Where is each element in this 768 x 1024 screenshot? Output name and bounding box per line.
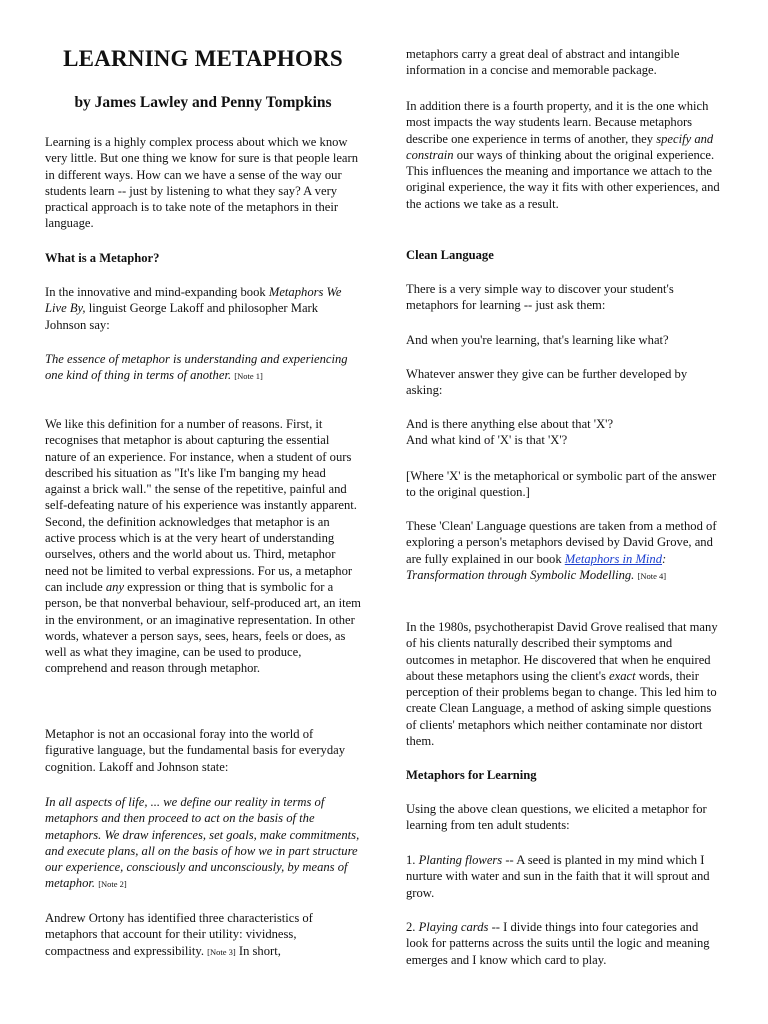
where-x-paragraph: [Where 'X' is the metaphorical or symbolic part of the answer to the original question.] — [406, 469, 717, 500]
metaphors-package-paragraph: metaphors carry a great deal of abstract and intangible information in a concise and memorable package. — [406, 47, 680, 78]
elicited-paragraph: Using the above clean questions, we elicited a metaphor for learning from ten adult students: — [406, 802, 707, 833]
quote-essence: The essence of metaphor is understanding and experiencing one kind of thing in terms of another. [Note 1] — [45, 352, 348, 383]
heading-metaphors-for-learning: Metaphors for Learning — [406, 768, 537, 782]
question-learning-like: And when you're learning, that's learning like what? — [406, 333, 669, 347]
heading-clean-language: Clean Language — [406, 248, 494, 262]
page-title: LEARNING METAPHORS — [63, 46, 343, 71]
note-2: [Note 2] — [98, 879, 127, 890]
question-what-kind: And what kind of 'X' is that 'X'? — [406, 433, 568, 447]
intro-paragraph: Learning is a highly complex process about which we know very little. But one thing we know for sure is that people learn in different ways. How can we have a sense of the way our students learn -- just by listening to what they say? A very practical approach is to take note of the metaphors in their language. — [45, 135, 359, 231]
book-title: Metaphors We Live By, — [45, 285, 342, 316]
fourth-property-paragraph: In addition there is a fourth property, and it is the one which most impacts the way students learn. Because metaphors describe one experience in terms of another, they specify and constrain our ways of thinking about the original experience. This influences the meaning and importance we attach to the original experience, the way it fits with other experiences, and the actions we take as a result. — [406, 99, 720, 211]
note-3: [Note 3] — [207, 946, 236, 957]
note-1: [Note 1] — [234, 371, 263, 382]
cognition-paragraph: Metaphor is not an occasional foray into the world of figurative language, but the fundamental basis for everyday cognition. Lakoff and Johnson state: — [45, 727, 346, 774]
metaphors-in-mind-link[interactable]: Metaphors in Mind — [564, 551, 663, 566]
heading-what-is-metaphor: What is a Metaphor? — [45, 251, 160, 265]
further-developed-paragraph: Whatever answer they give can be further developed by asking: — [406, 367, 688, 398]
note-4: [Note 4] — [637, 570, 667, 581]
david-grove-paragraph: In the 1980s, psychotherapist David Grove realised that many of his clients naturally described their symptoms and outcomes in metaphor. He discovered that when he enquired about these metaphors using the client's exact words, their perception of their problems began to change. This led him to create Clean Language, a method of asking simple questions of clients' metaphors which neither contaminate nor distort them. — [406, 620, 718, 749]
quote-life: In all aspects of life, ... we define our reality in terms of metaphors and then proceed to act on the basis of the metaphors. We draw inferences, set goals, make commitments, and execute plans, all on the basis of how we in part structure our experience, consciously and unconsciously, by means of metaphor. [Note 2] — [45, 795, 360, 891]
definition-paragraph: We like this definition for a number of reasons. First, it recognises that metaphor is about capturing the essential nature of an experience. For instance, when a student of ours described his situation as "It's like I'm banging my head against a brick wall." the sense of the repetitive, painful and self-defeating nature of his experience was instantly apparent. Second, the definition acknowledges that metaphor is an active process which is at the very heart of understanding ourselves, others and the world about us. Third, metaphor need not be limited to verbal expressions. For us, a metaphor can include any expression or thing that is symbolic for a person, be that nonverbal behaviour, self-produced art, an item in the environment, or an imaginative representation. In other words, whatever a person says, sees, hears, feels or does, as well as what they imagine, can be used to produce, comprehend and reason through metaphor. — [45, 417, 361, 676]
ortony-paragraph: Andrew Ortony has identified three characteristics of metaphors that account for their utility: vividness, compactness and expressibility. [Note 3] In short, — [45, 911, 313, 958]
author-byline: by James Lawley and Penny Tompkins — [74, 94, 332, 111]
discover-paragraph: There is a very simple way to discover your student's metaphors for learning -- just ask them: — [406, 282, 674, 313]
list-item: 1. Planting flowers -- A seed is planted in my mind which I nurture with water and sun in the faith that it will sprout and grow. — [406, 853, 710, 900]
question-anything-else: And is there anything else about that 'X'? — [406, 417, 614, 431]
lakoff-paragraph: In the innovative and mind-expanding book Metaphors We Live By, linguist George Lakoff and philosopher Mark Johnson say: — [45, 285, 342, 332]
list-item: 2. Playing cards -- I divide things into four categories and look for patterns across the suits until the logic and meaning emerges and I know which card to play. — [406, 920, 710, 967]
clean-questions-paragraph: These 'Clean' Language questions are taken from a method of exploring a person's metaphors devised by David Grove, and are fully explained in our book Metaphors in Mind: Transformation through Symbolic Modelling. [Note 4] — [406, 519, 717, 582]
